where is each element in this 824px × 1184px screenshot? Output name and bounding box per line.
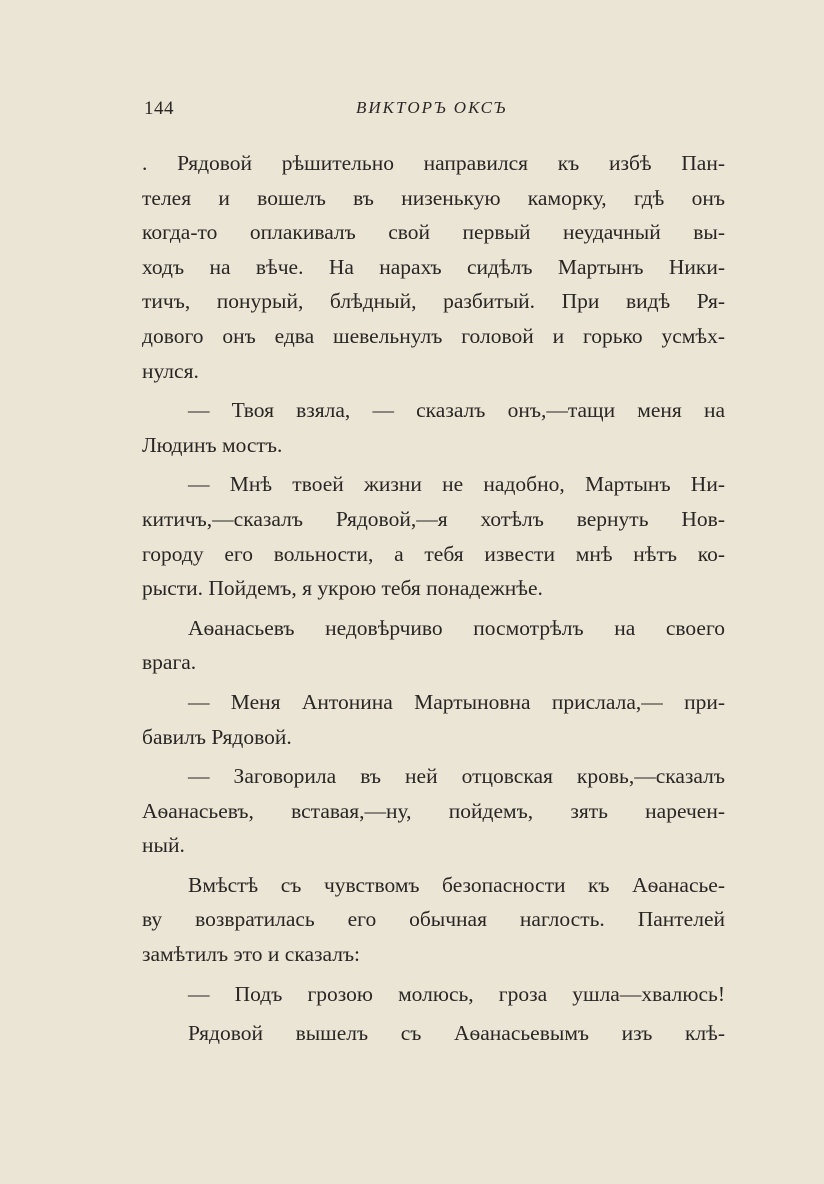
text-line: Рядовой вышелъ съ Аѳанасьевымъ изъ клѣ- <box>188 1021 725 1046</box>
text-line: китичъ,—сказалъ Рядовой,—я хотѣлъ вернуть Нов- <box>142 506 725 531</box>
page-number: 144 <box>144 98 174 119</box>
text-line: Аѳанасьевъ, вставая,—ну, пойдемъ, зять наречен- <box>142 798 725 823</box>
text-line: замѣтилъ это и сказалъ: <box>142 942 361 967</box>
text-line: Людинъ мостъ. <box>142 432 283 457</box>
body-text <box>142 146 725 1051</box>
text-line: Аѳанасьевъ недовѣрчиво посмотрѣлъ на своего <box>188 615 725 640</box>
text-line: ходъ на вѣче. На нарахъ сидѣлъ Мартынъ Ники- <box>142 254 725 279</box>
book-title: ВИКТОРЪ ОКСЪ <box>356 98 508 117</box>
text-line: рысти. Пойдемъ, я укрою тебя понадежнѣе. <box>142 576 543 601</box>
text-line: когда-то оплакивалъ свой первый неудачный вы- <box>142 220 725 245</box>
text-line: — Подъ грозою молюсь, гроза ушла—хвалюсь! <box>188 981 725 1006</box>
text-line: . Рядовой рѣшительно направился къ избѣ Пан- <box>142 151 725 175</box>
text-line: телея и вошелъ въ низенькую каморку, гдѣ онъ <box>142 185 725 210</box>
text-line: врага. <box>142 650 197 675</box>
text-line: — Меня Антонина Мартыновна прислала,— при- <box>188 689 725 714</box>
text-line: Вмѣстѣ съ чувствомъ безопасности къ Аѳанасье- <box>188 872 725 897</box>
text-line: дового онъ едва шевельнулъ головой и горько усмѣх- <box>142 323 725 348</box>
text-line: ву возвратилась его обычная наглость. Пантелей <box>142 907 725 932</box>
text-line: тичъ, понурый, блѣдный, разбитый. При видѣ Ря- <box>142 289 725 314</box>
text-line: — Заговорила въ ней отцовская кровь,—сказалъ <box>188 764 725 789</box>
text-line: — Твоя взяла, — сказалъ онъ,—тащи меня на <box>188 398 725 423</box>
text-line: городу его вольности, а тебя извести мнѣ нѣтъ ко- <box>142 541 725 566</box>
running-head <box>144 98 726 126</box>
text-line: ный. <box>142 833 185 858</box>
text-line: — Мнѣ твоей жизни не надобно, Мартынъ Ни- <box>188 472 725 497</box>
text-line: бавилъ Рядовой. <box>142 724 292 749</box>
text-line: нулся. <box>142 358 199 383</box>
